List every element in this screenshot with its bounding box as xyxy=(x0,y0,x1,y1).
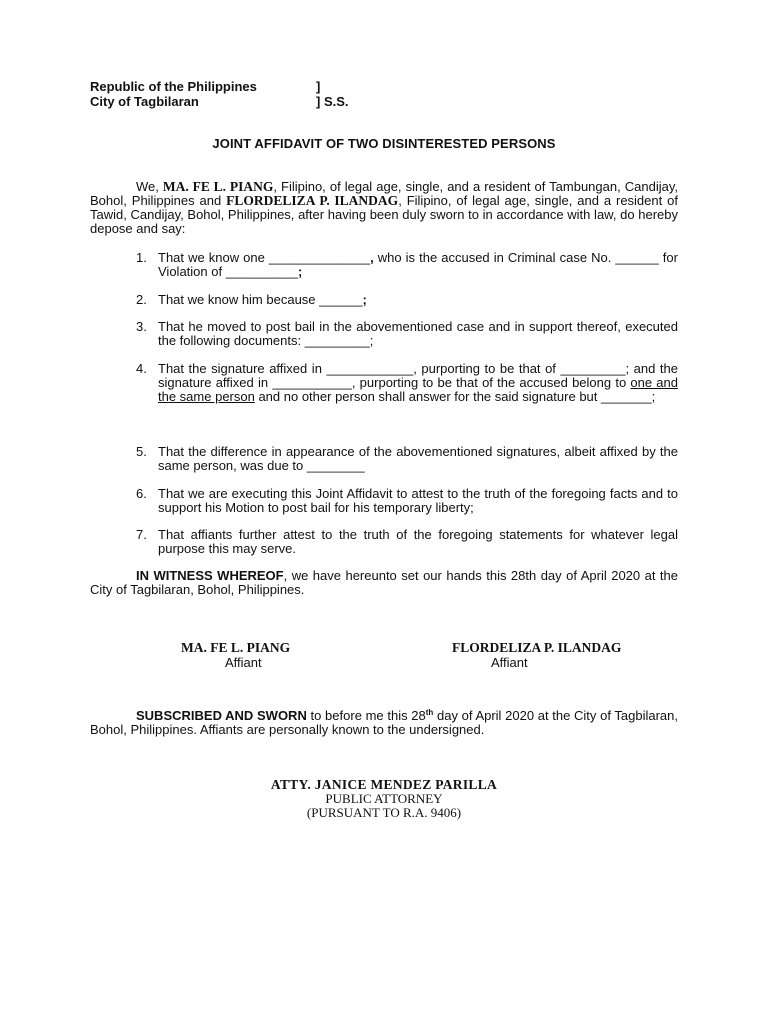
item-text-a: That the signature affixed in ____________, purporting to be that of _________; and the signature affixed in ___________, purporting to be that of the accused belong to xyxy=(158,361,678,390)
intro-text-1: We, xyxy=(136,179,163,194)
notary-name: ATTY. JANICE MENDEZ PARILLA xyxy=(270,777,498,792)
header-bracket-1: ] xyxy=(316,79,321,94)
list-item-3 xyxy=(136,320,678,348)
item-text xyxy=(158,362,678,404)
item-text xyxy=(158,293,678,307)
item-text-a: That we know one ______________ xyxy=(158,250,371,265)
jurat-text-2: day of April 2020 at the City of Tagbilaran, Bohol, Philippines. Affiants are personally known to the undersigned. xyxy=(90,708,678,737)
item-text-b: , xyxy=(370,250,374,265)
intro-text-2: , Filipino, of legal age, single, and a resident of Tambungan, Candijay, Bohol, Philippines and xyxy=(90,179,678,208)
item-text-underlined: one and the same person xyxy=(158,375,678,404)
list-item-4 xyxy=(136,362,678,404)
item-number: 5. xyxy=(136,444,147,459)
item-text: That the difference in appearance of the abovementioned signatures, albeit affixed by the same person, was due to ________ xyxy=(158,444,678,473)
item-text-c: who is the accused in Criminal case No. ______ for Violation of __________ xyxy=(158,250,678,279)
item-number: 2. xyxy=(136,292,147,307)
header-country: Republic of the Philippines xyxy=(90,79,257,94)
intro-text-3: , Filipino, of legal age, single, and a resident of Tawid, Candijay, Bohol, Philippines, after having been duly sworn to in accordance with law, do hereby depose and say: xyxy=(90,193,678,236)
list-item-6 xyxy=(136,487,678,515)
witness-text: , we have hereunto set our hands this 28th day of April 2020 at the City of Tagbilaran, Bohol, Philippines. xyxy=(90,568,678,597)
item-text: That affiants further attest to the truth of the foregoing statements for whatever legal purpose this may serve. xyxy=(158,527,678,556)
list-item-7 xyxy=(136,528,678,556)
item-number: 3. xyxy=(136,319,147,334)
list-item-2 xyxy=(136,293,678,307)
notary-title: PUBLIC ATTORNEY xyxy=(325,791,443,806)
item-number: 1. xyxy=(136,250,147,265)
affiant-2-name: FLORDELIZA P. ILANDAG xyxy=(452,640,622,655)
item-number: 7. xyxy=(136,527,147,542)
header-venue-ss: ] S.S. xyxy=(316,94,349,109)
intro-affiant-2: FLORDELIZA P. ILANDAG xyxy=(226,193,399,208)
item-number: 4. xyxy=(136,361,147,376)
jurat-paragraph xyxy=(90,709,678,737)
item-text: That he moved to post bail in the abovementioned case and in support thereof, executed the following documents: _________; xyxy=(158,319,678,348)
list-item-5 xyxy=(136,445,678,473)
affiant-1-name: MA. FE L. PIANG xyxy=(181,640,291,655)
item-text: That we are executing this Joint Affidavit to attest to the truth of the foregoing facts and to support his Motion to post bail for his temporary liberty; xyxy=(158,486,678,515)
affiant-1-role: Affiant xyxy=(225,655,262,670)
witness-paragraph xyxy=(90,569,678,597)
intro-paragraph xyxy=(90,180,678,236)
item-text-d: ; xyxy=(298,264,303,279)
notary-authority: (PURSUANT TO R.A. 9406) xyxy=(306,805,462,820)
intro-affiant-1: MA. FE L. PIANG xyxy=(162,179,274,194)
header-city: City of Tagbilaran xyxy=(90,94,199,109)
item-text-a: That we know him because ______ xyxy=(158,292,363,307)
jurat-text-1: to before me this 28 xyxy=(306,708,426,723)
item-text xyxy=(158,251,678,279)
affiant-2-role: Affiant xyxy=(491,655,528,670)
item-text-b: and no other person shall answer for the said signature but _______; xyxy=(254,389,656,404)
jurat-ordinal-suffix: th xyxy=(425,708,434,717)
list-item-1 xyxy=(136,251,678,279)
document-title: JOINT AFFIDAVIT OF TWO DISINTERESTED PERSONS xyxy=(212,136,556,151)
jurat-lead: SUBSCRIBED AND SWORN xyxy=(136,708,307,723)
item-text-b: ; xyxy=(362,292,367,307)
witness-lead: IN WITNESS WHEREOF xyxy=(136,568,284,583)
item-number: 6. xyxy=(136,486,147,501)
